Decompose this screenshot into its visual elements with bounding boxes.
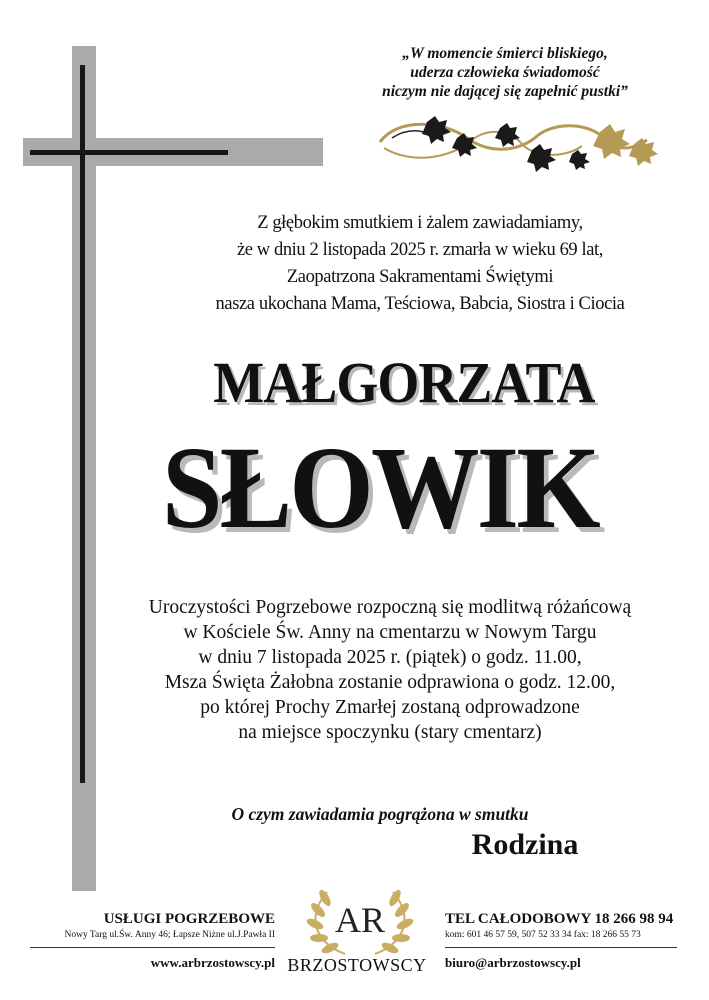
deceased-first-name: MAŁGORZATA: [213, 350, 595, 415]
intro-line: Z głębokim smutkiem i żalem zawiadamiamy,: [257, 213, 583, 233]
ceremony-line: Uroczystości Pogrzebowe rozpoczną się modlitwą różańcową: [148, 597, 632, 618]
website-link[interactable]: www.arbrzostowscy.pl: [150, 955, 275, 970]
quote-line: niczym nie dającej się zapełnić pustki”: [382, 83, 628, 100]
quote-line: „W momencie śmierci bliskiego,: [402, 45, 608, 62]
ceremony-line: po której Prochy Zmarłej zostaną odprowadzone: [200, 697, 580, 718]
quote-line: uderza człowieka świadomość: [410, 64, 600, 81]
laurel-wreath-logo-icon: [285, 880, 435, 960]
ceremony-info: [100, 595, 680, 745]
funeral-service-address: Nowy Targ ul.Św. Anny 46; Łapsze Niżne ul.J.Pawła II: [64, 930, 275, 940]
footer-divider-right: [445, 947, 677, 948]
deceased-last-name: SŁOWIK: [162, 422, 598, 553]
ceremony-line: na miejsce spoczynku (stary cmentarz): [238, 722, 542, 743]
phone-number: TEL CAŁODOBOWY 18 266 98 94: [445, 911, 674, 927]
logo-name: BRZOSTOWSCY: [287, 955, 427, 975]
cross-bar: [30, 150, 228, 155]
ceremony-line: w Kościele Św. Anny na cmentarzu w Nowym Targu: [183, 622, 597, 643]
ceremony-line: Msza Święta Żałobna zostanie odprawiona o godz. 12.00,: [164, 672, 616, 693]
vine-ornament-icon: [372, 110, 672, 190]
intro-line: nasza ukochana Mama, Teściowa, Babcia, Siostra i Ciocia: [215, 294, 625, 314]
footer-divider-left: [30, 947, 275, 948]
intro-text: [150, 210, 690, 318]
ceremony-line: w dniu 7 listopada 2025 r. (piątek) o godz. 11.00,: [198, 647, 582, 668]
signature-family: Rodzina: [471, 828, 579, 861]
quote: [340, 44, 670, 101]
closing-text: O czym zawiadamia pogrążona w smutku: [231, 804, 529, 824]
logo-letters: AR: [334, 900, 386, 940]
email-link[interactable]: biuro@arbrzostowscy.pl: [445, 955, 581, 970]
intro-line: Zaopatrzona Sakramentami Świętymi: [286, 267, 554, 287]
funeral-service-title: USŁUGI POGRZEBOWE: [103, 911, 275, 927]
cross-icon: [80, 65, 85, 783]
mobile-fax-numbers: kom: 601 46 57 59, 507 52 33 34 fax: 18 266 55 73: [445, 930, 641, 940]
intro-line: że w dniu 2 listopada 2025 r. zmarła w wieku 69 lat,: [236, 240, 604, 260]
